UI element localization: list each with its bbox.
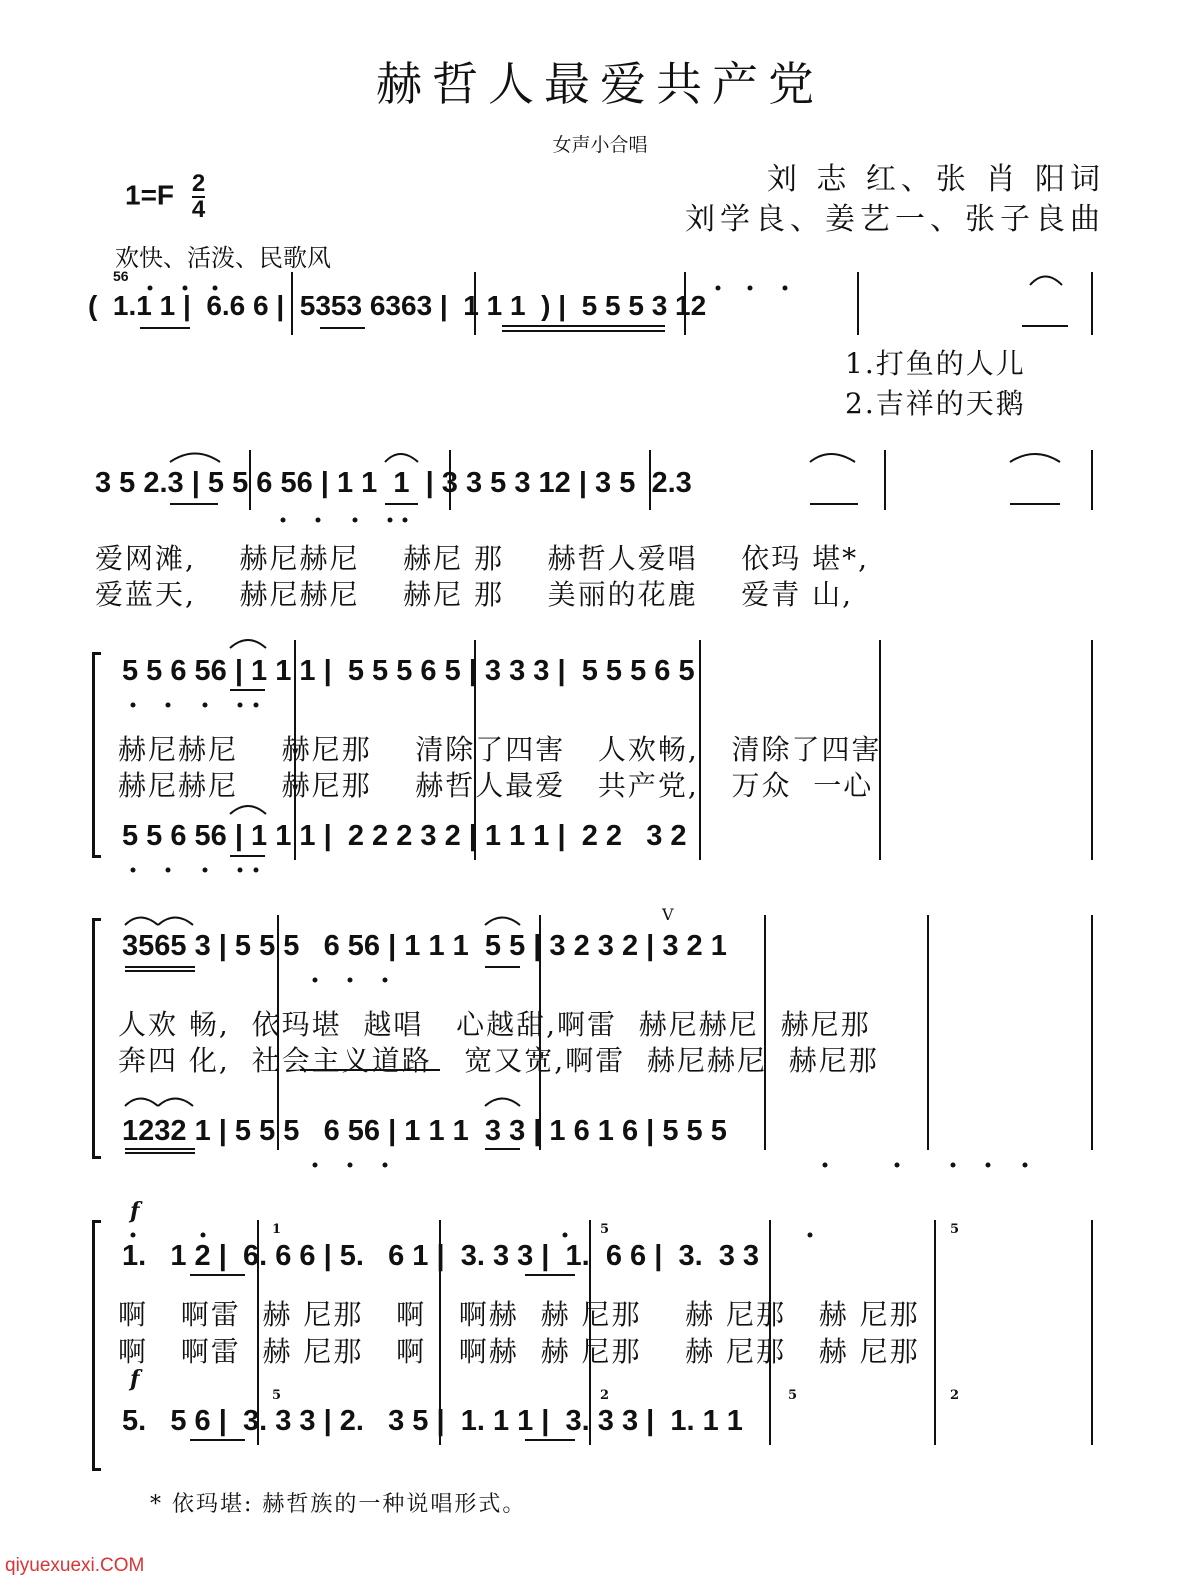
system4-lyrics2: 奔四 化, 社会主义道路 宽又宽,啊雷 赫尼赫尼 赫尼那 <box>118 1044 879 1077</box>
system4-upper-notes: 3565 3 | 5 5 5 6 56 | 1 1 1 5 5 | 3 2 3 2 | 3 2 1 <box>122 930 727 962</box>
grace-lower-2: 2 <box>600 1388 610 1403</box>
breath-mark: V <box>662 905 674 924</box>
composer: 刘学良、姜艺一、张子良曲 <box>685 202 1105 237</box>
watermark: qiyuexuexi.COM <box>5 1555 145 1576</box>
verse1-start: 1.打鱼的人儿 <box>845 347 1026 380</box>
system4-lower-notes: 1232 1 | 5 5 5 6 56 | 1 1 1 3 3 | 1 6 1 6 | 5 5 5 <box>122 1115 727 1147</box>
system3-lower-notes: 5 5 6 56 | 1 1 1 | 2 2 2 3 2 | 1 1 1 | 2 2 3 2 <box>122 820 687 852</box>
grace-upper-3: 5 <box>950 1222 960 1237</box>
key-label: 1=F <box>125 179 175 211</box>
tempo-marking: 欢快、活泼、民歌风 <box>115 244 331 272</box>
system5-upper-notes: 1. 1 2 | 6. 6 6 | 5. 6 1 | 3. 3 3 | 1. 6 6 | 3. 3 3 <box>122 1240 760 1272</box>
grace-lower-1: 5 <box>272 1388 282 1403</box>
lyricist: 刘 志 红、张 肖 阳词 <box>766 162 1105 197</box>
grace-upper-1: 1 <box>272 1222 282 1237</box>
dynamic-forte-lower: f <box>130 1366 140 1392</box>
grace-lower-4: 2 <box>950 1388 960 1403</box>
grace-lower-3: 5 <box>788 1388 798 1403</box>
system5-lyrics1: 啊 啊雷 赫 尼那 啊 啊赫 赫 尼那 赫 尼那 赫 尼那 <box>118 1298 920 1331</box>
song-subtitle: 女声小合唱 <box>552 134 648 156</box>
system3-lyrics1: 赫尼赫尼 赫尼那 清除了四害 人欢畅, 清除了四害 <box>118 733 882 766</box>
system2-lyrics1: 爱网滩, 赫尼赫尼 赫尼 那 赫哲人爱唱 依玛 堪*, <box>95 542 870 575</box>
system5-lyrics2: 啊 啊雷 赫 尼那 啊 啊赫 赫 尼那 赫 尼那 赫 尼那 <box>118 1335 920 1368</box>
system1-notes: ( 1.1 1 | 6.6 6 | 5353 6363 | 1 1 1 ) | 5 5 5 3 12 <box>88 290 707 321</box>
system4-lyrics1: 人欢 畅, 依玛堪 越唱 心越甜,啊雷 赫尼赫尼 赫尼那 <box>118 1008 871 1041</box>
system3-upper-notes: 5 5 6 56 | 1 1 1 | 5 5 5 6 5 | 3 3 3 | 5 5 5 6 5 <box>122 655 695 687</box>
grace-note: 56 <box>113 268 129 284</box>
time-top: 2 <box>191 170 206 197</box>
time-bottom: 4 <box>191 196 206 223</box>
system5-lower-notes: 5. 5 6 | 3. 3 3 | 2. 3 5 | 1. 1 1 | 3. 3 3 | 1. 1 1 <box>122 1405 743 1437</box>
dynamic-forte-upper: f <box>130 1198 140 1224</box>
system2-lyrics2: 爱蓝天, 赫尼赫尼 赫尼 那 美丽的花鹿 爱青 山, <box>95 578 854 611</box>
grace-upper-2: 5 <box>600 1222 610 1237</box>
system2-notes: 3 5 2.3 | 5 5 6 56 | 1 1 1 | 3 3 5 3 12 | 3 5 2.3 <box>95 467 692 499</box>
footnote: * 依玛堪: 赫哲族的一种说唱形式。 <box>150 1492 527 1517</box>
verse2-start: 2.吉祥的天鹅 <box>845 387 1026 420</box>
system3-lyrics2: 赫尼赫尼 赫尼那 赫哲人最爱 共产党, 万众 一心 <box>118 769 874 802</box>
song-title: 赫哲人最爱共产党 <box>376 57 824 111</box>
